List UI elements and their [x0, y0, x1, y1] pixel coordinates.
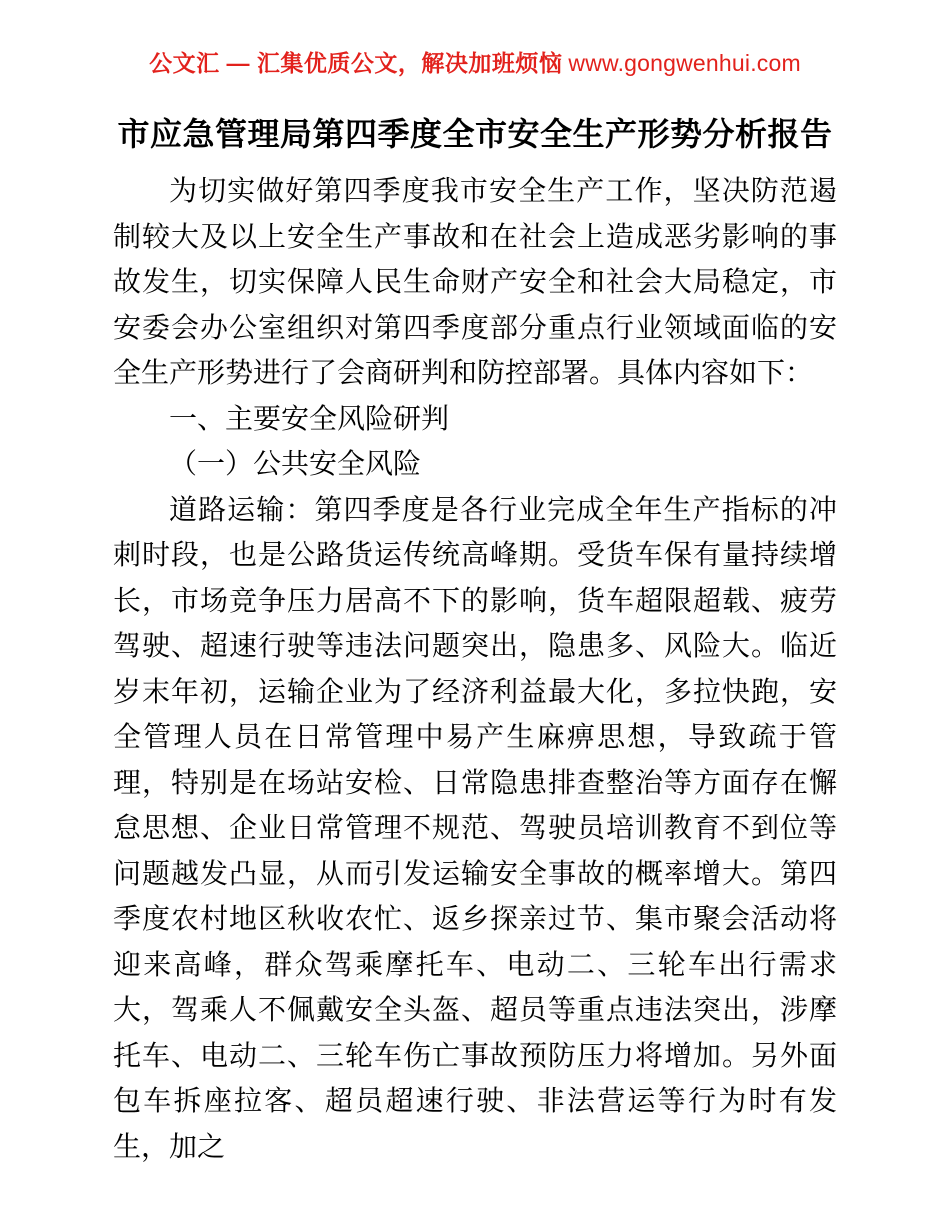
document-content	[113, 112, 837, 1169]
site-watermark-header	[0, 52, 950, 75]
paragraph-intro: 为切实做好第四季度我市安全生产工作，坚决防范遏制较大及以上安全生产事故和在社会上造成恶劣影响的事故发生，切实保障人民生命财产安全和社会大局稳定，市安委会办公室组织对第四季度部分重点行业领域面临的安全生产形势进行了会商研判和防控部署。具体内容如下：	[113, 175, 837, 388]
site-url-text: www.gongwenhui.com	[568, 50, 801, 76]
section-heading-1-1: （一）公共安全风险	[169, 448, 422, 479]
site-brand-text: 公文汇 — 汇集优质公文，解决加班烦恼	[149, 50, 563, 76]
paragraph-road-transport: 道路运输：第四季度是各行业完成全年生产指标的冲刺时段，也是公路货运传统高峰期。受货车保有量持续增长，市场竞争压力居高不下的影响，货车超限超载、疲劳驾驶、超速行驶等违法问题突出，隐患多、风险大。临近岁末年初，运输企业为了经济利益最大化，多拉快跑，安全管理人员在日常管理中易产生麻痹思想，导致疏于管理，特别是在场站安检、日常隐患排查整治等方面存在懈怠思想、企业日常管理不规范、驾驶员培训教育不到位等问题越发凸显，从而引发运输安全事故的概率增大。第四季度农村地区秋收农忙、返乡探亲过节、集市聚会活动将迎来高峰，群众驾乘摩托车、电动二、三轮车出行需求大，驾乘人不佩戴安全头盔、超员等重点违法突出，涉摩托车、电动二、三轮车伤亡事故预防压力将增加。另外面包车拆座拉客、超员超速行驶、非法营运等行为时有发生，加之	[113, 493, 837, 1162]
page-title: 市应急管理局第四季度全市安全生产形势分析报告	[117, 116, 833, 152]
section-heading-1: 一、主要安全风险研判	[169, 402, 450, 434]
